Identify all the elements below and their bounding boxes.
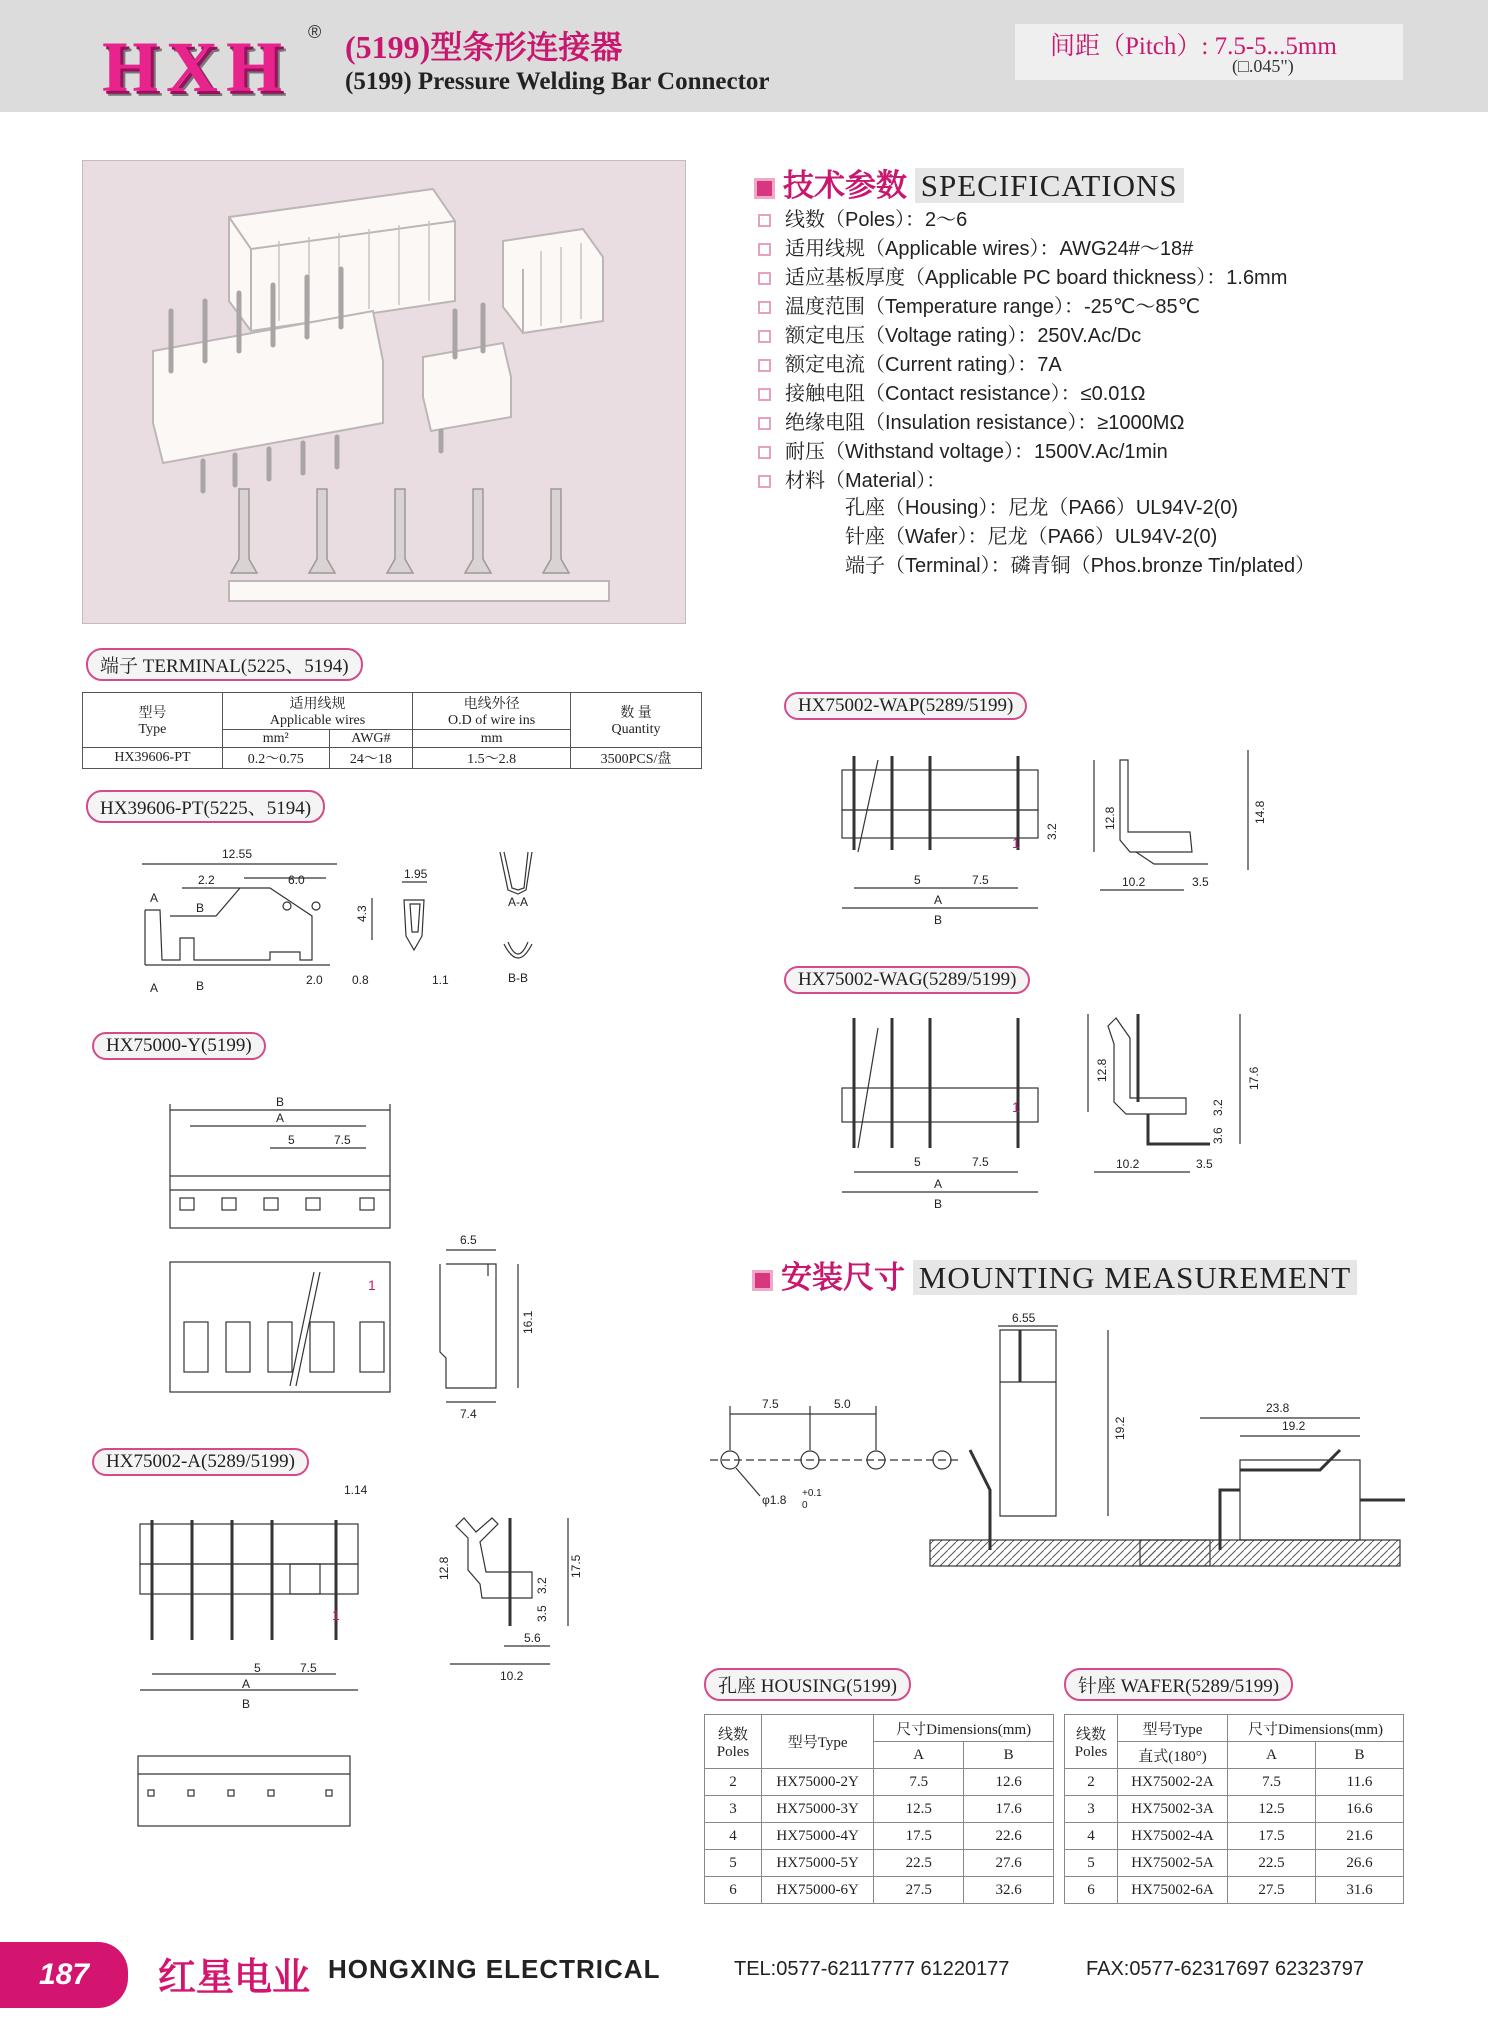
cell: 5 xyxy=(1065,1850,1118,1877)
dim-label: 12.8 xyxy=(1103,806,1117,830)
connector-photo-illustration xyxy=(83,161,685,623)
dim-label: B xyxy=(934,1197,943,1211)
dim-label: A xyxy=(276,1111,285,1125)
th-dim: 尺寸Dimensions(mm) xyxy=(874,1715,1054,1742)
pt-label: HX39606-PT(5225、5194) xyxy=(86,790,325,823)
table-row xyxy=(705,1796,1054,1823)
spec-text: 材料（Material）： xyxy=(785,470,947,492)
spec-item xyxy=(758,206,1287,235)
th-qty-en: Quantity xyxy=(611,722,661,737)
spec-item xyxy=(758,380,1287,409)
dim-label: 3.2 xyxy=(1211,1099,1225,1116)
th-od-en: O.D of wire ins xyxy=(448,713,536,728)
cell: 0.2～0.75 xyxy=(222,748,329,769)
cell: 2 xyxy=(1065,1769,1118,1796)
company-name-en: HONGXING ELECTRICAL xyxy=(328,1954,661,1984)
dim-label: 5 xyxy=(254,1661,261,1675)
table-row xyxy=(1065,1823,1404,1850)
dim-label: 7.5 xyxy=(972,873,989,887)
dim-label: 0.8 xyxy=(352,973,369,987)
housing-table xyxy=(704,1714,1054,1904)
spec-text: 绝缘电阻（Insulation resistance）：≥1000MΩ xyxy=(785,412,1185,434)
dim-label: 12.8 xyxy=(437,1556,451,1580)
spec-item xyxy=(758,264,1287,293)
product-photo xyxy=(82,160,686,624)
th-straight: 直式(180°) xyxy=(1118,1742,1228,1769)
brand-logo: HXH xyxy=(102,27,291,107)
bullet-icon xyxy=(758,388,771,401)
wafer-table xyxy=(1064,1714,1404,1904)
cell: 5 xyxy=(705,1850,762,1877)
spec-text: 适用线规（Applicable wires）：AWG24#～18# xyxy=(785,238,1194,260)
cell: HX39606-PT xyxy=(83,748,223,769)
wap-label: HX75002-WAP(5289/5199) xyxy=(784,692,1027,720)
registered-mark: ® xyxy=(308,22,322,42)
table-row xyxy=(1065,1796,1404,1823)
cell: 11.6 xyxy=(1316,1769,1404,1796)
dim-label: A xyxy=(150,981,159,995)
dim-label: 6.55 xyxy=(1012,1311,1036,1325)
th-od-cn: 电线外径 xyxy=(463,697,520,712)
spec-text: 温度范围（Temperature range）：-25℃～85℃ xyxy=(785,296,1201,318)
th-qty xyxy=(570,693,701,748)
dim-label: 1 xyxy=(1012,1099,1020,1115)
dim-label: 7.4 xyxy=(460,1407,477,1421)
th-b: B xyxy=(964,1742,1054,1769)
section-bullet-icon xyxy=(752,1270,773,1291)
th-mm2: mm² xyxy=(222,730,329,748)
material-housing: 孔座（Housing）：尼龙（PA66）UL94V-2(0) xyxy=(845,497,1239,519)
cell: 22.5 xyxy=(1228,1850,1316,1877)
dim-label: 2.2 xyxy=(198,873,215,887)
spec-item xyxy=(758,351,1287,380)
dim-label: 3.5 xyxy=(535,1605,549,1622)
th-poles xyxy=(705,1715,762,1769)
dim-label: A xyxy=(150,891,159,905)
bullet-icon xyxy=(758,475,771,488)
mount-drawing xyxy=(700,1310,1420,1610)
specs-title-cn: 技术参数 xyxy=(783,168,907,203)
th-type-en: Type xyxy=(138,722,167,737)
pitch-value: 间距（Pitch）: 7.5-5...5mm xyxy=(1050,33,1337,60)
section-bullet-icon xyxy=(754,178,775,199)
dim-label: 3.2 xyxy=(1045,823,1059,840)
dim-label: 19.2 xyxy=(1282,1419,1306,1433)
cell: 22.6 xyxy=(964,1823,1054,1850)
dim-label: 10.2 xyxy=(1116,1157,1140,1171)
dim-label: B xyxy=(196,901,205,915)
cell: 27.5 xyxy=(1228,1877,1316,1904)
wag-drawing xyxy=(830,1008,1270,1218)
dim-label: 14.8 xyxy=(1253,800,1267,824)
specs-list xyxy=(758,206,1287,496)
dim-label: A-A xyxy=(507,895,529,909)
cell: 31.6 xyxy=(1316,1877,1404,1904)
spec-item xyxy=(758,438,1287,467)
table-row xyxy=(705,1850,1054,1877)
table-row xyxy=(83,748,702,769)
dim-label: 1 xyxy=(368,1277,376,1293)
y-label: HX75000-Y(5199) xyxy=(92,1032,266,1060)
bullet-icon xyxy=(758,272,771,285)
cell: 26.6 xyxy=(1316,1850,1404,1877)
dim-label: 12.8 xyxy=(1095,1058,1109,1082)
mount-heading xyxy=(752,1252,1357,1297)
cell: 22.5 xyxy=(874,1850,964,1877)
dim-label: 10.2 xyxy=(500,1669,524,1683)
wap-drawing xyxy=(830,740,1270,930)
a-drawing xyxy=(130,1480,650,1860)
spec-text: 接触电阻（Contact resistance）：≤0.01Ω xyxy=(785,383,1146,405)
cell: 7.5 xyxy=(1228,1769,1316,1796)
th-type: 型号Type xyxy=(1118,1715,1228,1742)
dim-label: 1.1 xyxy=(432,973,449,987)
cell: HX75000-5Y xyxy=(762,1850,874,1877)
cell: 4 xyxy=(1065,1823,1118,1850)
spec-text: 耐压（Withstand voltage）：1500V.Ac/1min xyxy=(785,441,1168,463)
table-row xyxy=(1065,1769,1404,1796)
dim-label: 5 xyxy=(914,1155,921,1169)
bullet-icon xyxy=(758,330,771,343)
a-label: HX75002-A(5289/5199) xyxy=(92,1448,309,1476)
dim-label: 2.0 xyxy=(306,973,323,987)
spec-text: 额定电流（Current rating）：7A xyxy=(785,354,1062,376)
cell: 17.5 xyxy=(874,1823,964,1850)
cell: 17.6 xyxy=(964,1796,1054,1823)
cell: 17.5 xyxy=(1228,1823,1316,1850)
table-row xyxy=(705,1769,1054,1796)
spec-text: 线数（Poles）：2～6 xyxy=(785,209,968,231)
th-od-unit: mm xyxy=(413,730,571,748)
th-qty-cn: 数 量 xyxy=(620,706,652,721)
cell: 27.6 xyxy=(964,1850,1054,1877)
dim-label: 17.6 xyxy=(1247,1066,1261,1090)
cell: 3 xyxy=(705,1796,762,1823)
page-title-en: (5199) Pressure Welding Bar Connector xyxy=(345,68,770,95)
cell: 2 xyxy=(705,1769,762,1796)
th-wire-cn: 适用线规 xyxy=(289,697,346,712)
dim-label: +0.1 xyxy=(802,1488,822,1499)
cell: 32.6 xyxy=(964,1877,1054,1904)
spec-item xyxy=(758,235,1287,264)
dim-label: A xyxy=(242,1677,251,1691)
table-row xyxy=(705,1877,1054,1904)
pt-drawing xyxy=(130,840,570,1000)
spec-item xyxy=(758,322,1287,351)
th-poles-cn: 线数 xyxy=(1075,1726,1106,1743)
housing-label: 孔座 HOUSING(5199) xyxy=(704,1668,911,1701)
dim-label: 1.95 xyxy=(404,867,428,881)
dim-label: A xyxy=(934,1177,943,1191)
cell: 24～18 xyxy=(329,748,413,769)
th-poles-en: Poles xyxy=(1074,1743,1108,1760)
mount-title-en: MOUNTING MEASUREMENT xyxy=(913,1260,1357,1295)
cell: 6 xyxy=(705,1877,762,1904)
dim-label: 3.5 xyxy=(1196,1157,1213,1171)
dim-label: 3.5 xyxy=(1192,875,1209,889)
dim-label: B xyxy=(276,1095,285,1109)
mount-title-cn: 安装尺寸 xyxy=(781,1260,905,1295)
dim-label: 7.5 xyxy=(972,1155,989,1169)
wag-label: HX75002-WAG(5289/5199) xyxy=(784,966,1030,994)
th-awg: AWG# xyxy=(329,730,413,748)
y-drawing xyxy=(150,1090,550,1430)
cell: HX75002-6A xyxy=(1118,1877,1228,1904)
bullet-icon xyxy=(758,301,771,314)
dim-label: 3.2 xyxy=(535,1577,549,1594)
table-row xyxy=(1065,1877,1404,1904)
dim-label: 5 xyxy=(914,873,921,887)
dim-label: 5.6 xyxy=(524,1631,541,1645)
cell: 4 xyxy=(705,1823,762,1850)
spec-item xyxy=(758,467,1287,496)
fax: FAX:0577-62317697 62323797 xyxy=(1086,1958,1365,1980)
dim-label: B xyxy=(242,1697,251,1711)
dim-label: 16.1 xyxy=(521,1310,535,1334)
bullet-icon xyxy=(758,446,771,459)
dim-label: A xyxy=(934,893,943,907)
bullet-icon xyxy=(758,417,771,430)
dim-label: 17.5 xyxy=(569,1554,583,1578)
th-type: 型号Type xyxy=(762,1715,874,1769)
cell: HX75000-2Y xyxy=(762,1769,874,1796)
material-wafer: 针座（Wafer）：尼龙（PA66）UL94V-2(0) xyxy=(845,526,1218,548)
cell: HX75002-3A xyxy=(1118,1796,1228,1823)
dim-label: 4.3 xyxy=(355,905,369,922)
bullet-icon xyxy=(758,214,771,227)
th-wire-en: Applicable wires xyxy=(269,713,366,728)
dim-label: B-B xyxy=(507,971,529,985)
dim-label: 7.5 xyxy=(300,1661,317,1675)
page-title-cn: (5199)型条形连接器 xyxy=(345,29,623,65)
th-poles-cn: 线数 xyxy=(717,1726,748,1743)
telephone: TEL:0577-62117777 61220177 xyxy=(734,1958,1010,1980)
material-terminal: 端子（Terminal）：磷青铜（Phos.bronze Tin/plated） xyxy=(845,555,1316,577)
cell: 3 xyxy=(1065,1796,1118,1823)
cell: 7.5 xyxy=(874,1769,964,1796)
cell: 1.5～2.8 xyxy=(413,748,571,769)
dim-label: 1.14 xyxy=(344,1483,368,1497)
bullet-icon xyxy=(758,243,771,256)
spec-text: 适应基板厚度（Applicable PC board thickness）：1.6mm xyxy=(785,267,1288,289)
dim-label: 7.5 xyxy=(334,1133,351,1147)
cell: HX75000-3Y xyxy=(762,1796,874,1823)
table-row xyxy=(1065,1850,1404,1877)
page-number: 187 xyxy=(0,1942,128,2008)
dim-label: 3.6 xyxy=(1211,1127,1225,1144)
material-list xyxy=(845,494,1315,581)
specs-title-en: SPECIFICATIONS xyxy=(915,168,1184,203)
dim-label: 10.2 xyxy=(1122,875,1146,889)
cell: 16.6 xyxy=(1316,1796,1404,1823)
th-a: A xyxy=(874,1742,964,1769)
th-dim: 尺寸Dimensions(mm) xyxy=(1228,1715,1404,1742)
pitch-sub: (□.045") xyxy=(1232,56,1294,76)
company-name-cn: 红星电业 xyxy=(158,1957,311,1999)
dim-label: 7.5 xyxy=(762,1397,779,1411)
cell: 12.6 xyxy=(964,1769,1054,1796)
dim-label: 0 xyxy=(802,1500,808,1511)
dim-label: 5 xyxy=(288,1133,295,1147)
dim-label: 19.2 xyxy=(1113,1416,1127,1440)
dim-label: 1 xyxy=(332,1607,340,1623)
spec-text: 额定电压（Voltage rating）：250V.Ac/Dc xyxy=(785,325,1142,347)
cell: HX75002-5A xyxy=(1118,1850,1228,1877)
dim-label: 5.0 xyxy=(834,1397,851,1411)
cell: 27.5 xyxy=(874,1877,964,1904)
bullet-icon xyxy=(758,359,771,372)
th-wire xyxy=(222,693,412,730)
dim-label: 23.8 xyxy=(1266,1401,1290,1415)
dim-label: φ1.8 xyxy=(762,1493,787,1507)
cell: HX75002-4A xyxy=(1118,1823,1228,1850)
cell: 3500PCS/盘 xyxy=(570,748,701,769)
dim-label: 6.5 xyxy=(460,1233,477,1247)
terminal-table xyxy=(82,692,702,769)
th-od xyxy=(413,693,571,730)
th-type-cn: 型号 xyxy=(138,706,167,721)
table-row xyxy=(705,1823,1054,1850)
spec-item xyxy=(758,409,1287,438)
cell: 21.6 xyxy=(1316,1823,1404,1850)
dim-label: 6.0 xyxy=(288,873,305,887)
cell: 6 xyxy=(1065,1877,1118,1904)
spec-item xyxy=(758,293,1287,322)
cell: HX75002-2A xyxy=(1118,1769,1228,1796)
th-type xyxy=(83,693,223,748)
dim-label: B xyxy=(934,913,943,927)
dim-label: 12.55 xyxy=(222,847,253,861)
th-poles xyxy=(1065,1715,1118,1769)
cell: 12.5 xyxy=(1228,1796,1316,1823)
th-poles-en: Poles xyxy=(716,1743,750,1760)
th-a: A xyxy=(1228,1742,1316,1769)
cell: HX75000-4Y xyxy=(762,1823,874,1850)
cell: HX75000-6Y xyxy=(762,1877,874,1904)
dim-label: 1 xyxy=(1012,835,1020,851)
specs-heading xyxy=(754,160,1184,205)
cell: 12.5 xyxy=(874,1796,964,1823)
terminal-label: 端子 TERMINAL(5225、5194) xyxy=(86,648,363,681)
th-b: B xyxy=(1316,1742,1404,1769)
dim-label: B xyxy=(196,979,205,993)
wafer-label: 针座 WAFER(5289/5199) xyxy=(1064,1668,1293,1701)
